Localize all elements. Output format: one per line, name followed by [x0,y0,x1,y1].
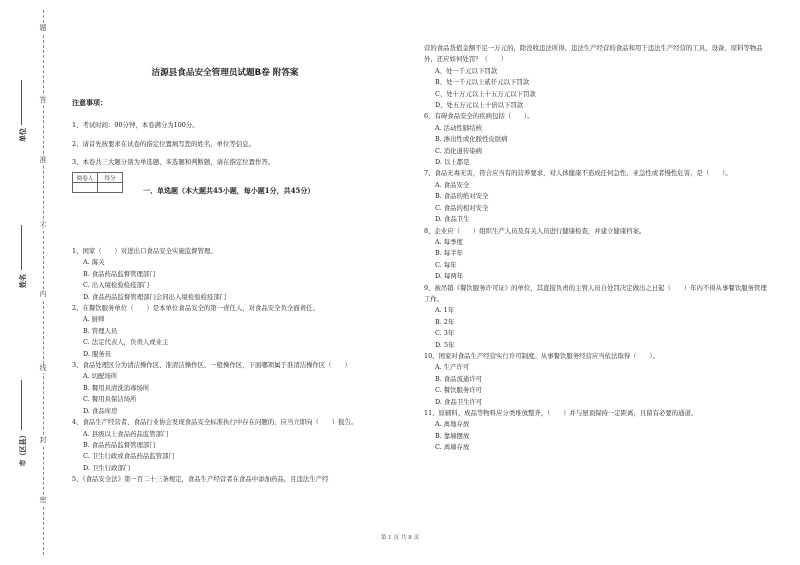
answer-option: A. 厨师 [83,315,105,324]
notice-item: 3、本卷共三大题分别为单选题、多选题和判断题，请在指定位置作答。 [72,158,275,166]
grader-blank [73,183,98,193]
seal-line [43,10,44,555]
answer-option: D. 5年 [435,340,455,349]
right-questions [424,43,769,454]
question-text: 2、在餐饮服务单位（ ）是本单位食品安全的第一责任人，对食品安全负全面责任。 [72,304,319,313]
page-footer: 第 1 页 共 8 页 [380,535,420,541]
answer-option: A. 生产许可 [435,363,470,372]
answer-option: C. 餐饮服务许可 [435,386,483,395]
page-title: 洁源县食品安全管理员试题B卷 附答案 [151,68,299,78]
answer-option: B. 食品流通许可 [435,374,483,383]
seal-char: 封 [39,436,47,444]
answer-option: D. 卫生行政部门 [83,463,131,472]
answer-option: A. 县级以上食品药品监管部门 [83,429,169,438]
answer-option: C. 离墙存放 [435,443,470,452]
answer-option: C. 食品的相对安全 [435,203,489,212]
answer-option: D. 每两年 [435,272,464,281]
question-text: 9、被吊销《餐饮服务许可证》的单位，其直接负责的主管人员自处罚决定做出之日起（ ）年内不得从事餐饮服务管理工作。 [424,283,767,303]
answer-option: A. 1年 [435,306,455,315]
answer-option: A、处一千元以下罚款 [435,66,498,75]
answer-option: B. 食品的绝对安全 [435,192,489,201]
left-questions [72,246,402,486]
answer-option: A. 每季度 [435,237,463,246]
question-text: 10、国家对食品生产经营实行许可制度。从事餐饮服务经营应当依法取得（ ）。 [424,351,659,360]
grader-cell: 阅卷人 [73,173,98,183]
question-text: 1、国家（ ）对进出口食品安全实施监督管理。 [72,247,217,255]
answer-option: B、处一千元以上贰仟元以下罚款 [435,78,530,87]
answer-option: C. 卫生行政或食品药品监管部门 [83,452,175,461]
section-heading: 一、单选题（本大题共45小题，每小题1分，共45分） [143,186,315,195]
seal-char: 题 [39,24,47,32]
answer-option: A. 离地存放 [435,420,470,429]
answer-option: A. 活动性肺结核 [435,123,483,132]
answer-option: D. 食品库房 [83,406,118,415]
answer-option: B. 管理人员 [83,326,118,335]
answer-option: C、处十万元以上十五万元以下罚款 [435,89,536,98]
question-text: 6、有碍食品安全的疾病包括（ ）。 [424,112,534,121]
question-text: 7、食品无毒无害，符合应当有的营养要求，对人体健康不造成任何急性、亚急性或者慢性危害，是（ ）。 [424,169,732,178]
answer-option: D. 食品卫生 [435,215,470,224]
answer-option: B. 渗出性或化脓性皮肤病 [435,135,508,144]
seal-char: 线 [39,364,47,372]
question-text: 营的食品货值金额不足一万元的，除没收违法所得、违法生产经营的食品和用于违法生产经营的工具、设备、原料等物品外，还应如何处罚？（ ） [424,44,763,64]
answer-option: B. 每半年 [435,249,463,258]
answer-option: C. 每年 [435,260,457,269]
question-text: 3、食品处理区分为清洁操作区、准清洁操作区、一般操作区，下面哪项属于准清洁操作区（ ） [72,361,351,370]
question-text: 11、原辅料、成品等物料应分类堆放整齐，（ ）并与屋顶保持一定距离，且留有必要的通道。 [424,409,698,417]
city-label: 市（区县） [18,431,27,467]
notice-item: 2、请首先按要求在试卷的指定位置填写您的姓名、单位等信息。 [72,139,256,148]
answer-option: B. 靠墙摆放 [435,431,470,440]
answer-option: D、处五万元以上十倍以下罚款 [435,101,524,110]
notice-list [72,116,402,172]
notice-heading: 注意事项： [72,98,107,107]
answer-option: A. 食品安全 [435,180,470,189]
answer-option: A. 切配场所 [83,372,118,381]
answer-option: B. 餐用具清洗消毒场所 [83,383,150,392]
score-table [72,172,123,193]
answer-option: B. 2年 [435,317,455,326]
name-label: 姓名 [18,274,27,288]
answer-option: D. 服务员 [83,349,112,358]
answer-option: C. 3年 [435,329,455,338]
seal-char: 准 [39,156,47,164]
binding-strip [0,0,60,565]
answer-option: B. 食品药品监督管理部门 [83,269,156,278]
unit-label: 单位 [18,128,27,142]
score-blank [98,183,123,193]
answer-option: A. 海关 [83,258,105,267]
answer-option: D. 以上都是 [435,158,470,167]
question-text: 8、企业应（ ）组织生产人员及有关人员进行健康检查，并建立健康档案。 [424,226,646,235]
seal-char: 内 [39,290,47,298]
city-line [21,380,22,430]
seal-char: 不 [39,222,47,230]
answer-option: C. 餐用具保洁场所 [83,395,137,404]
seal-char: 答 [39,96,47,104]
answer-option: B. 食品药品监督管理部门 [83,440,156,449]
answer-option: D. 食品药品监督管理部门会同出入境检验检疫部门 [83,292,227,301]
question-text: 5、《食品安全法》第一百二十三条规定，食品生产经营者在食品中添加药品，且违法生产经 [72,475,329,484]
seal-char: 密 [39,496,47,504]
answer-option: C. 消化道传染病 [435,146,483,155]
question-text: 4、食品生产经营者、食品行业协会发现食品安全标准执行中存在问题的，应当立即向（ ）报告。 [72,418,358,427]
notice-item: 1、考试时间：90分钟，本卷满分为100分。 [72,121,199,129]
answer-option: C. 出入境检验检疫部门 [83,281,150,290]
answer-option: C. 法定代表人，负责人或业主 [83,338,169,347]
score-cell: 得分 [98,173,123,183]
answer-option: D. 食品卫生许可 [435,397,483,406]
